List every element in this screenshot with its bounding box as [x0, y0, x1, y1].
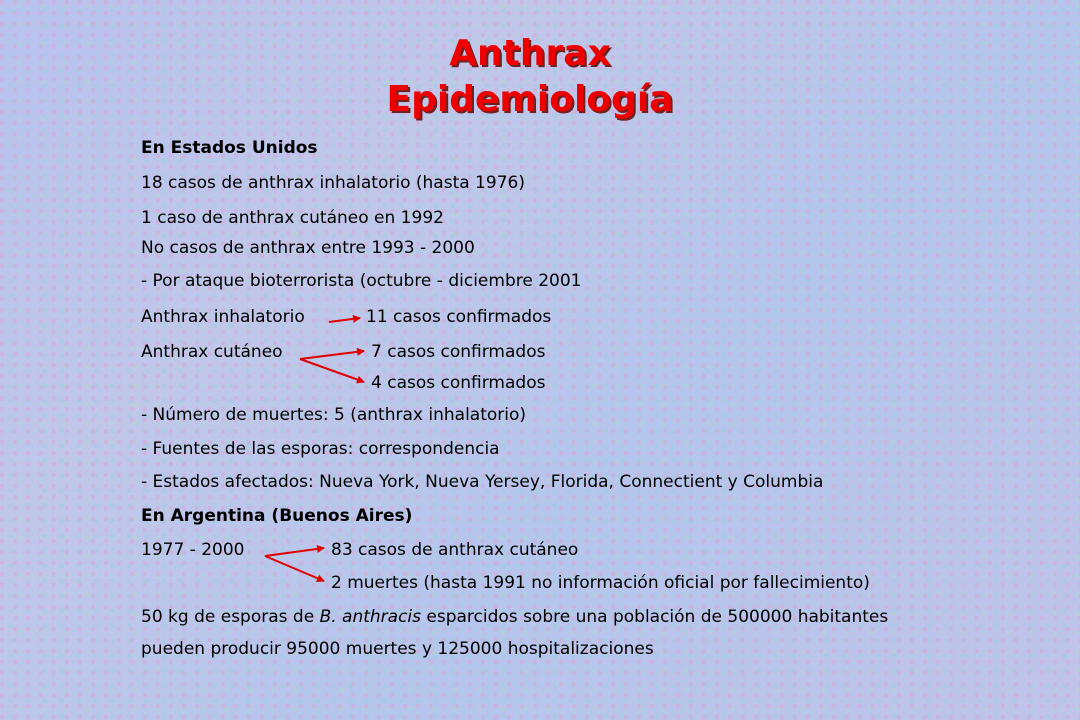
arrow-cutaneous-2-icon	[300, 359, 364, 382]
argentina-heading: En Argentina (Buenos Aires)	[141, 506, 413, 526]
inhalational-value: 11 casos confirmados	[366, 307, 552, 327]
arrow-argentina-cases-icon	[265, 548, 324, 556]
cutaneous-value-2: 4 casos confirmados	[371, 373, 546, 393]
cutaneous-label: Anthrax cutáneo	[141, 342, 283, 362]
usa-cutaneous-1992: 1 caso de anthrax cutáneo en 1992	[141, 208, 444, 228]
usa-no-cases: No casos de anthrax entre 1993 - 2000	[141, 238, 475, 258]
estimate-line-1-pre: 50 kg de esporas de	[141, 607, 320, 627]
usa-heading: En Estados Unidos	[141, 138, 318, 158]
estimate-line-1	[141, 606, 888, 628]
argentina-deaths: 2 muertes (hasta 1991 no información oficial por fallecimiento)	[331, 573, 870, 593]
usa-deaths: - Número de muertes: 5 (anthrax inhalatorio)	[141, 405, 527, 425]
slide-title-line-1: Anthrax	[449, 33, 611, 74]
slide-title-line-2: Epidemiología	[386, 79, 674, 120]
cutaneous-value-1: 7 casos confirmados	[371, 342, 546, 362]
estimate-line-2: pueden producir 95000 muertes y 125000 hospitalizaciones	[141, 639, 654, 659]
arrow-cutaneous-1-icon	[300, 351, 364, 359]
usa-spore-sources: - Fuentes de las esporas: correspondencia	[141, 439, 500, 459]
arrow-argentina-deaths-icon	[265, 556, 324, 581]
species-name: B. anthracis	[319, 607, 421, 627]
usa-affected-states: - Estados afectados: Nueva York, Nueva Yersey, Florida, Connectient y Columbia	[141, 472, 824, 492]
usa-inhalational-history: 18 casos de anthrax inhalatorio (hasta 1976)	[141, 173, 525, 193]
inhalational-label: Anthrax inhalatorio	[141, 307, 305, 327]
estimate-line-1-post: esparcidos sobre una población de 500000 habitantes	[421, 607, 889, 627]
argentina-cases: 83 casos de anthrax cutáneo	[331, 540, 579, 560]
usa-bioterror-attack: - Por ataque bioterrorista (octubre - diciembre 2001	[141, 271, 582, 291]
argentina-period: 1977 - 2000	[141, 540, 245, 560]
arrow-inhalational-icon	[329, 318, 360, 322]
